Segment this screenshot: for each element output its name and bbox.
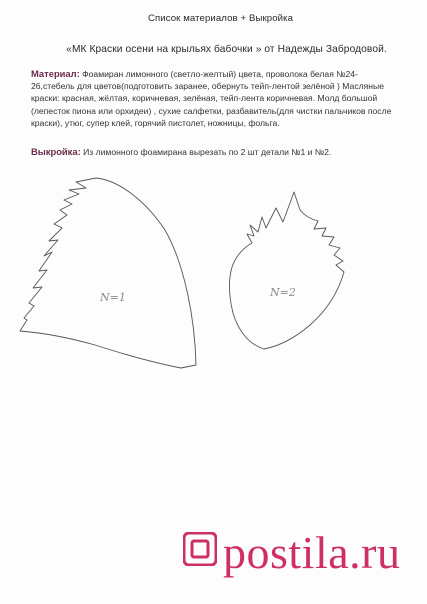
document-subtitle: «МК Краски осени на крыльях бабочки » от Надежды Забродовой. <box>66 44 387 55</box>
postila-watermark: postila.ru <box>223 527 401 578</box>
pattern-label: Выкройка: <box>31 146 81 157</box>
materials-text: Фоамиран лимонного (светло-желтый) цвета, проволока белая №24-26,стебель для цветов(подготовить заранее, обернуть тейп-лентой зелёной ) Масляные краски: красная, жёлтая, коричневая, зелёная, тейп-лента коричневая. Молд большой (лепесток пиона или орхидеи) , сухие салфетки, разбавитель(для чистки пальчиков после краски), утюг, супер клей, горячий пистолет, ножницы, фольга. <box>31 69 392 128</box>
pattern-text: Из лимонного фоамирана вырезать по 2 шт детали №1 и №2. <box>80 147 332 157</box>
piece-2-label: N=2 <box>270 286 296 299</box>
postila-logo-icon <box>183 532 217 566</box>
piece-1-label: N=1 <box>100 291 126 304</box>
document-title: Список материалов + Выкройка <box>147 13 294 24</box>
wing-piece-1-outline <box>20 178 196 368</box>
wing-piece-2-outline <box>229 192 344 349</box>
materials-label: Материал: <box>31 68 80 79</box>
